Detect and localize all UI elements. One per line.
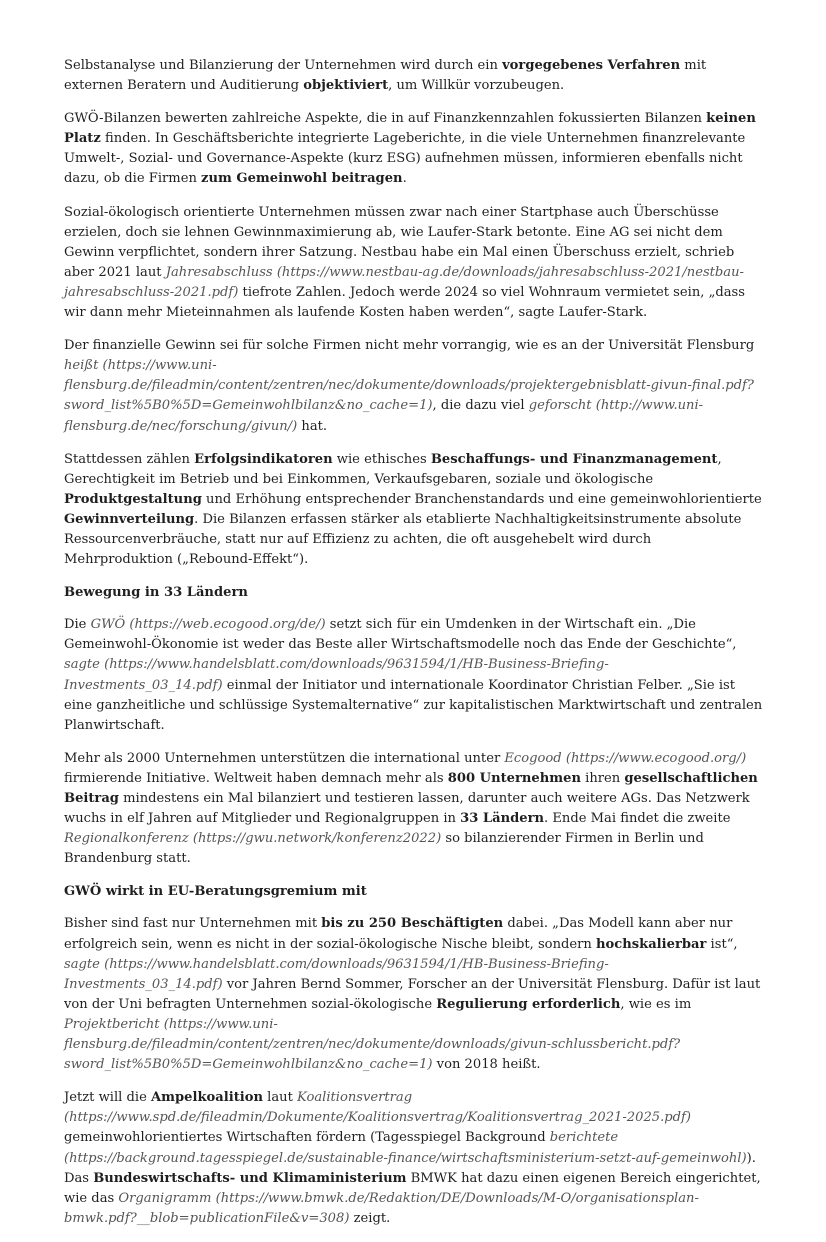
bold-text: gesellschaftlichen Beitrag xyxy=(64,770,758,806)
section-heading-bewegung: Bewegung in 33 Ländern xyxy=(64,585,248,601)
link-geforscht[interactable]: geforscht (http://www.uni-flensburg.de/nec/forschung/givun/) xyxy=(64,398,704,434)
paragraph-gewinnmaximierung xyxy=(64,203,764,324)
text: vor Jahren Bernd Sommer, Forscher an der Universität Flensburg. Dafür ist laut von der Uni befragten Unternehmen sozial-ökologische xyxy=(64,976,761,1012)
paragraph-finanzieller-gewinn xyxy=(64,336,764,436)
bold-text: keinen Platz xyxy=(64,111,756,147)
link-regionalkonferenz[interactable]: Regionalkonferenz (https://gwu.network/konferenz2022) xyxy=(64,831,442,847)
text: Jetzt will die xyxy=(64,1090,151,1106)
text: einmal der Initiator und internationale Koordinator Christian Felber. „Sie ist eine ganzheitliche und schlüssige Systemalternative“ zur kapitalistischen Marktwirtschaft und zentralen Planwirtschaft. xyxy=(64,677,763,733)
link-sagte-handelsblatt[interactable]: sagte (https://www.handelsblatt.com/downloads/9631594/1/HB-Business-Briefing-Investments_03_14.pdf) xyxy=(64,657,609,693)
text: ). Das xyxy=(64,1150,756,1186)
text: Selbstanalyse und Bilanzierung der Unternehmen wird durch ein xyxy=(64,58,503,73)
bold-text: 800 Unternehmen xyxy=(447,770,581,786)
text: Stattdessen zählen xyxy=(64,451,195,467)
text: mindestens ein Mal bilanziert und testieren lassen, darunter auch weitere AGs. Das Netzwerk wuchs in elf Jahren auf Mitglieder und Regionalgruppen in xyxy=(64,791,750,827)
text: finden. In Geschäftsberichte integrierte Lageberichte, in die viele Unternehmen finanzrelevante Umwelt-, Sozial- und Governance-Aspekte (kurz ESG) aufnehmen müssen, informieren ebenfalls nicht dazu, ob die Firmen xyxy=(64,131,746,187)
paragraph-bilanzen xyxy=(64,109,764,189)
text: hat. xyxy=(297,418,328,434)
text: , Gerechtigkeit im Betrieb und bei Einkommen, Verkaufsgebaren, soziale und ökologische xyxy=(64,451,722,487)
bold-text: bis zu 250 Beschäftigten xyxy=(321,916,504,932)
bold-text: Regulierung erforderlich xyxy=(436,996,621,1012)
text: mit externen Beratern und Auditierung xyxy=(64,58,707,94)
bold-text: 33 Ländern xyxy=(460,811,545,827)
paragraph-erfolgsindikatoren xyxy=(64,450,764,571)
link-gwoe[interactable]: GWÖ (https://web.ecogood.org/de/) xyxy=(90,617,326,633)
text: firmierende Initiative. Weltweit haben demnach mehr als xyxy=(64,770,448,786)
text: und Erhöhung entsprechender Branchenstandards und eine gemeinwohlorientierte xyxy=(201,491,762,507)
text: Sozial-ökologisch orientierte Unternehmen müssen zwar nach einer Startphase auch Überschüsse erzielen, doch sie lehnen Gewinnmaximierung ab, wie Laufer-Stark betonte. Eine AG sei nicht dem Gewinn verpflichtet, sondern ihrer Satzung. Nestbau habe ein Mal einen Überschuss erzielt, schrieb aber 2021 laut xyxy=(64,204,735,280)
bold-text: objektiviert xyxy=(303,78,389,94)
paragraph-beschaeftigte xyxy=(64,914,764,1075)
paragraph-ecogood xyxy=(64,749,764,870)
text: dabei. „Das Modell kann aber nur erfolgreich sein, wenn es nicht in der sozial-ökologische Nische bleibt, sondern xyxy=(64,916,733,952)
bold-text: Gewinnverteilung xyxy=(64,511,195,527)
bold-text: Produktgestaltung xyxy=(64,491,202,507)
bold-text: vorgegebenes Verfahren xyxy=(502,58,681,73)
text: so bilanzierender Firmen in Berlin und Brandenburg statt. xyxy=(64,831,704,867)
text: Bisher sind fast nur Unternehmen mit xyxy=(64,916,322,932)
link-jahresabschluss[interactable]: Jahresabschluss (https://www.nestbau-ag.de/downloads/jahresabschluss-2021/nestbau-jahresabschluss-2021.pdf) xyxy=(64,264,744,300)
article-body xyxy=(64,56,764,1242)
text: zeigt. xyxy=(349,1210,391,1226)
text: Der finanzielle Gewinn sei für solche Firmen nicht mehr vorrangig, wie es an der Universität Flensburg xyxy=(64,338,755,354)
text: Die xyxy=(64,617,91,633)
link-koalitionsvertrag[interactable]: Koalitionsvertrag (https://www.spd.de/fileadmin/Dokumente/Koalitionsvertrag/Koalitionsvertrag_2021-2025.pdf) xyxy=(64,1090,691,1126)
text: wie ethisches xyxy=(332,451,431,467)
link-sagte-handelsblatt-2[interactable]: sagte (https://www.handelsblatt.com/downloads/9631594/1/HB-Business-Briefing-Investments_03_14.pdf) xyxy=(64,956,609,992)
bold-text: Ampelkoalition xyxy=(151,1090,263,1106)
bold-text: Beschaffungs- und Finanzmanagement xyxy=(430,451,718,467)
text: . xyxy=(402,171,407,187)
text: ihren xyxy=(580,770,625,786)
bold-text: zum Gemeinwohl beitragen xyxy=(201,171,403,187)
text: tiefrote Zahlen. Jedoch werde 2024 so viel Wohnraum vermietet sein, „dass wir dann mehr Mieteinnahmen als laufende Kosten haben werden“, sagte Laufer-Stark. xyxy=(64,284,745,321)
link-heisst[interactable]: heißt (https://www.uni-flensburg.de/fileadmin/content/zentren/nec/dokumente/downloads/projektergebnisblatt-givun-final.pdf?sword_list%5B0%5D=Gemeinwohlbilanz&no_cache=1) xyxy=(64,358,754,414)
bold-text: Bundeswirtschafts- und Klimaministerium xyxy=(93,1170,407,1186)
text: . Die Bilanzen erfassen stärker als etablierte Nachhaltigkeitsinstrumente absolute Ressourcenverbräuche, statt nur auf Effizienz zu achten, die oft ausgehebelt wird durch Mehrproduktion („Rebound-Effekt“). xyxy=(64,511,742,568)
link-organigramm[interactable]: Organigramm (https://www.bmwk.de/Redaktion/DE/Downloads/M-O/organisationsplan-bmwk.pdf?__blob=publicationFile&v=308) xyxy=(64,1190,699,1226)
text: , die dazu viel xyxy=(432,398,529,414)
text: GWÖ-Bilanzen bewerten zahlreiche Aspekte, die in auf Finanzkennzahlen fokussierten Bilanzen xyxy=(64,111,707,127)
text: BMWK hat dazu einen eigenen Bereich eingerichtet, wie das xyxy=(64,1170,761,1206)
bold-text: Erfolgsindikatoren xyxy=(194,451,333,467)
text: ist“, xyxy=(706,936,738,952)
text: gemeinwohlorientiertes Wirtschaften fördern (Tagesspiegel Background xyxy=(64,1130,550,1146)
text: Mehr als 2000 Unternehmen unterstützen die international unter xyxy=(64,750,505,766)
link-berichtete[interactable]: berichtete (https://background.tagesspiegel.de/sustainable-finance/wirtschaftsministerium-setzt-auf-gemeinwohl) xyxy=(64,1130,747,1166)
text: setzt sich für ein Umdenken in der Wirtschaft ein. „Die Gemeinwohl-Ökonomie ist weder das Beste aller Wirtschaftsmodelle noch das Ende der Geschichte“, xyxy=(64,617,737,653)
text: , um Willkür vorzubeugen. xyxy=(388,78,565,94)
bold-text: hochskalierbar xyxy=(596,936,707,952)
link-projektbericht[interactable]: Projektbericht (https://www.uni-flensburg.de/fileadmin/content/zentren/nec/dokumente/downloads/givun-schlussbericht.pdf?sword_list%5B0%5D=Gemeinwohlbilanz&no_cache=1) xyxy=(64,1016,681,1073)
text: von 2018 heißt. xyxy=(432,1057,541,1073)
section-heading-eu-gremium: GWÖ wirkt in EU-Beratungsgremium mit xyxy=(64,884,367,900)
paragraph-gwoe-umdenken xyxy=(64,615,764,736)
link-ecogood[interactable]: Ecogood (https://www.ecogood.org/) xyxy=(504,750,747,766)
paragraph-ampelkoalition xyxy=(64,1088,764,1229)
text: laut xyxy=(263,1090,298,1106)
text: . Ende Mai findet die zweite xyxy=(544,811,731,827)
paragraph-verfahren xyxy=(64,56,764,96)
text: , wie es im xyxy=(620,996,692,1012)
